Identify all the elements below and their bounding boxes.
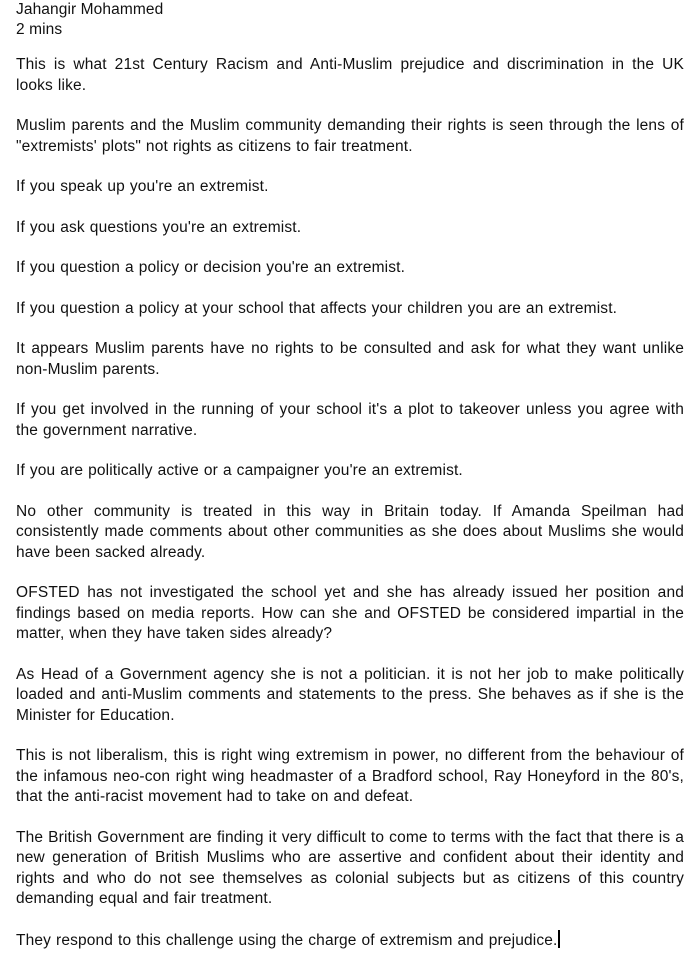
paragraph: No other community is treated in this way in Britain today. If Amanda Speilman had consistently made comments about other communities as she does about Muslims she would have been sacked already. xyxy=(16,502,684,561)
paragraph: This is not liberalism, this is right wing extremism in power, no different from the behaviour of the infamous neo-con right wing headmaster of a Bradford school, Ray Honeyford in the 80's, that the anti-racist movement had to take on and defeat. xyxy=(16,747,684,805)
paragraph: Muslim parents and the Muslim community demanding their rights is seen through the lens of "extremists' plots" not rights as citizens to fair treatment. xyxy=(16,117,684,155)
paragraph: If you get involved in the running of your school it's a plot to takeover unless you agree with the government narrative. xyxy=(16,401,684,439)
paragraph: If you question a policy at your school that affects your children you are an extremist. xyxy=(16,299,618,317)
paragraph-last xyxy=(16,930,684,952)
author-name[interactable]: Jahangir Mohammed xyxy=(16,1,164,18)
post-timestamp[interactable]: 2 mins xyxy=(16,21,63,38)
paragraph: As Head of a Government agency she is not a politician. it is not her job to make politically loaded and anti-Muslim comments and statements to the press. She behaves as if she is the Minister for Education. xyxy=(16,665,684,724)
paragraph: This is what 21st Century Racism and Anti-Muslim prejudice and discrimination in the UK looks like. xyxy=(16,56,684,94)
text-cursor xyxy=(558,930,560,948)
paragraph: If you ask questions you're an extremist. xyxy=(16,218,302,236)
paragraph: It appears Muslim parents have no rights to be consulted and ask for what they want unlike non-Muslim parents. xyxy=(16,340,684,378)
paragraph: If you question a policy or decision you're an extremist. xyxy=(16,259,406,276)
paragraph: If you are politically active or a campaigner you're an extremist. xyxy=(16,462,463,479)
paragraph-last-text: They respond to this challenge using the charge of extremism and prejudice. xyxy=(16,931,558,949)
paragraph: OFSTED has not investigated the school yet and she has already issued her position and findings based on media reports. How can she and OFSTED be considered impartial in the matter, when they have taken sides already? xyxy=(16,584,684,642)
paragraph: If you speak up you're an extremist. xyxy=(16,178,269,195)
post-header xyxy=(16,0,684,40)
post-body[interactable] xyxy=(16,55,684,951)
paragraph: The British Government are finding it very difficult to come to terms with the fact that there is a new generation of British Muslims who are assertive and confident about their identity and rights and who do not see themselves as colonial subjects but as citizens of this country demanding equal and fair treatment. xyxy=(16,828,684,907)
